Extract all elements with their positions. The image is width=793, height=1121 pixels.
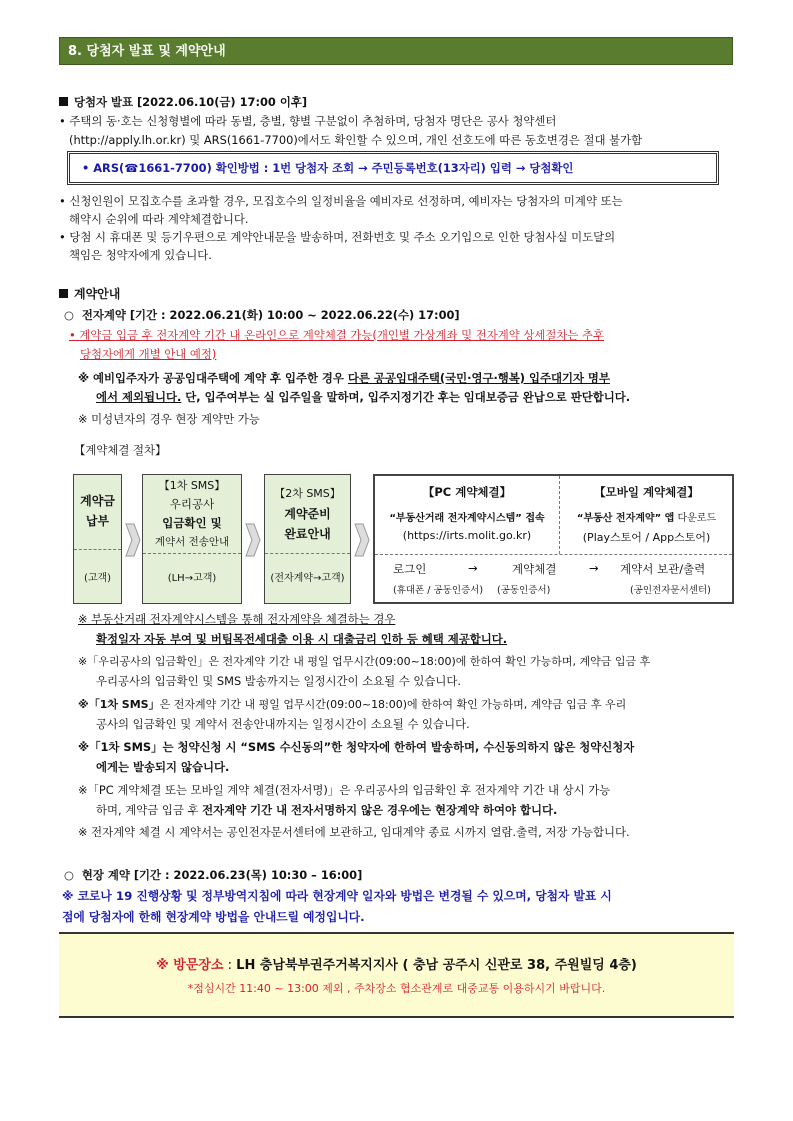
contract-heading: 계약안내 xyxy=(59,285,120,304)
divider xyxy=(74,549,121,550)
reserve-note-cont: 에서 제외됩니다. 단, 입주여부는 실 입주일을 말하며, 입주지정기간 후는 임대보증금 완납으로 판단합니다. xyxy=(96,390,631,404)
note-sms1-cont: 공사의 입금확인 및 계약서 전송안내까지는 일정시간이 소요될 수 있습니다. xyxy=(96,717,470,731)
visit-location-line: ※ 방문장소 : LH 충남북부권주거복지지사 ( 충남 공주시 신관로 38, 주원빌딩 4층) xyxy=(156,958,637,973)
flow-step-sms1 xyxy=(142,474,242,604)
flow-sms2-line: 계약준비 xyxy=(284,507,331,521)
e-contract-heading: ○ 전자계약 [기간 : 2022.06.21(화) 10:00 ~ 2022.06.22(수) 17:00] xyxy=(64,308,460,322)
chevron-right-icon xyxy=(124,520,142,560)
mobile-contract-title: 【모바일 계약체결】 xyxy=(594,485,699,499)
minor-note: ※ 미성년자의 경우 현장 계약만 가능 xyxy=(78,412,260,426)
mobile-contract-desc: “부동산 전자계약” 앱 다운로드 xyxy=(576,513,717,524)
mobile-contract-store: (Play스토어 / App스토어) xyxy=(582,531,711,544)
note-payment-check: ※「우리공사의 입금확인」은 전자계약 기간 내 평일 업무시간(09:00~18:00)에 한하여 확인 가능하며, 계약금 입금 후 xyxy=(78,655,651,668)
e-contract-red-note: • 계약금 입금 후 전자계약 기간 내 온라인으로 계약체결 가능(개인별 가상계좌 및 전자계약 상세절차는 추후 xyxy=(69,328,605,342)
flow-step-payment xyxy=(73,474,122,604)
divider xyxy=(143,553,241,554)
flow-step-payment-sub: (고객) xyxy=(83,573,112,584)
divider xyxy=(265,553,350,554)
section-title: 8. 당첨자 발표 및 계약안내 xyxy=(59,37,733,65)
flow-sms1-line: 입금확인 및 xyxy=(162,516,222,530)
ars-info-box: • ARS(☎1661-7700) 확인방법 : 1번 당첨자 조회 → 주민등록번호(13자리) 입력 → 당첨확인 xyxy=(67,151,719,185)
note-pc-mobile: ※「PC 계약체결 또는 모바일 계약 체결(전자서명)」은 우리공사의 입금확인 후 전자계약 기간 내 상시 가능 xyxy=(78,783,611,797)
flow-sms1-line: 계약서 전송안내 xyxy=(154,536,230,548)
announce-paragraph-2-cont: 해약시 순위에 따라 계약체결합니다. xyxy=(69,212,249,226)
step-sign-sub: (공동인증서) xyxy=(497,585,551,596)
visit-location-box xyxy=(59,932,734,1018)
onsite-covid-note: ※ 코로나 19 진행상황 및 정부방역지침에 따라 현장계약 일자와 방법은 변경될 수 있으며, 당첨자 발표 시 xyxy=(62,889,612,903)
pc-contract-url: (https://irts.molit.go.kr) xyxy=(402,529,532,542)
announce-heading: 당첨자 발표 [2022.06.10(금) 17:00 이후] xyxy=(59,93,307,112)
arrow-right-icon: → xyxy=(589,561,599,575)
note-pc-mobile-cont: 하며, 계약금 입금 후 전자계약 기간 내 전자서명하지 않은 경우에는 현장계약 하여야 합니다. xyxy=(96,803,558,817)
flow-sms2-sub: (전자계약→고객) xyxy=(270,573,345,584)
announce-paragraph-3-cont: 책임은 청약자에게 있습니다. xyxy=(69,248,212,262)
chevron-right-icon xyxy=(353,520,371,560)
announce-paragraph-3: • 당첨 시 휴대폰 및 등기우편으로 계약안내문을 발송하며, 전화번호 및 주소 오기입으로 인한 당첨사실 미도달의 xyxy=(59,230,616,244)
flow-sms1-line: 우리공사 xyxy=(169,497,215,511)
pc-contract-desc: “부동산거래 전자계약시스템” 접속 xyxy=(389,513,545,524)
note-payment-check-cont: 우리공사의 입금확인 및 SMS 발송까지는 일정시간이 소요될 수 있습니다. xyxy=(96,674,461,688)
e-contract-red-note-cont: 당첨자에게 개별 안내 예정) xyxy=(80,347,217,361)
flow-step-payment-title: 계약금 납부 xyxy=(80,494,115,528)
note-sms-consent-cont: 에게는 발송되지 않습니다. xyxy=(96,760,230,774)
flow-sms2-line: 완료안내 xyxy=(284,527,331,541)
note-archive: ※ 전자계약 체결 시 계약서는 공인전자문서센터에 보관하고, 임대계약 종료 시까지 열람.출력, 저장 가능합니다. xyxy=(78,825,630,839)
pc-contract-title: 【PC 계약체결】 xyxy=(422,485,512,499)
note-sms-consent: ※「1차 SMS」는 청약신청 시 “SMS 수신동의”한 청약자에 한하여 발송하며, 수신동의하지 않은 청약신청자 xyxy=(78,740,635,754)
arrow-right-icon: → xyxy=(468,561,478,575)
announce-paragraph-1-cont: (http://apply.lh.or.kr) 및 ARS(1661-7700)에서도 확인할 수 있으며, 개인 선호도에 따른 동호변경은 절대 불가함 xyxy=(69,133,643,147)
chevron-right-icon xyxy=(244,520,262,560)
flow-step-e-contract xyxy=(373,474,734,604)
flow-sms1-label: 【1차 SMS】 xyxy=(158,479,226,492)
reserve-note: ※ 예비입주자가 공공임대주택에 계약 후 입주한 경우 다른 공공임대주택(국민·영구·행복) 입주대기자 명부 xyxy=(78,371,610,385)
divider xyxy=(375,554,732,555)
visit-note: *점심시간 11:40 ~ 13:00 제외 , 주차장소 협소관계로 대중교통 이용하시기 바랍니다. xyxy=(187,982,606,995)
note-e-system-benefit: 확정일자 자동 부여 및 버팀목전세대출 이용 시 대출금리 인하 등 혜택 제공합니다. xyxy=(96,632,508,646)
step-save: 계약서 보관/출력 xyxy=(620,562,706,576)
square-bullet-icon xyxy=(59,289,68,298)
note-sms1: ※「1차 SMS」은 전자계약 기간 내 평일 업무시간(09:00~18:00)에 한하여 확인 가능하며, 계약금 입금 후 우리 xyxy=(78,698,627,711)
square-bullet-icon xyxy=(59,97,68,106)
announce-paragraph-1: • 주택의 동·호는 신청형별에 따라 동별, 층별, 향별 구분없이 추첨하며, 당첨자 명단은 공사 청약센터 xyxy=(59,114,557,128)
flow-sms1-sub: (LH→고객) xyxy=(167,573,217,584)
flow-step-sms2 xyxy=(264,474,351,604)
announce-paragraph-2: • 신청인원이 모집호수를 초과할 경우, 모집호수의 일정비율을 예비자로 선정하며, 예비자는 당첨자의 미계약 또는 xyxy=(59,194,623,208)
step-sign: 계약체결 xyxy=(512,562,557,576)
flow-sms2-label: 【2차 SMS】 xyxy=(274,487,341,500)
note-e-system: ※ 부동산거래 전자계약시스템을 통해 전자계약을 체결하는 경우 xyxy=(78,612,396,626)
step-save-sub: (공인전자문서센터) xyxy=(630,585,711,596)
step-login-sub: (휴대폰 / 공동인증서) xyxy=(393,585,484,596)
onsite-heading: ○ 현장 계약 [기간 : 2022.06.23(목) 10:30 – 16:00] xyxy=(64,868,363,882)
onsite-covid-note-cont: 점에 당첨자에 한해 현장계약 방법을 안내드릴 예정입니다. xyxy=(62,910,365,924)
procedure-title: 【계약체결 절차】 xyxy=(74,443,167,457)
step-login: 로그인 xyxy=(393,562,427,576)
